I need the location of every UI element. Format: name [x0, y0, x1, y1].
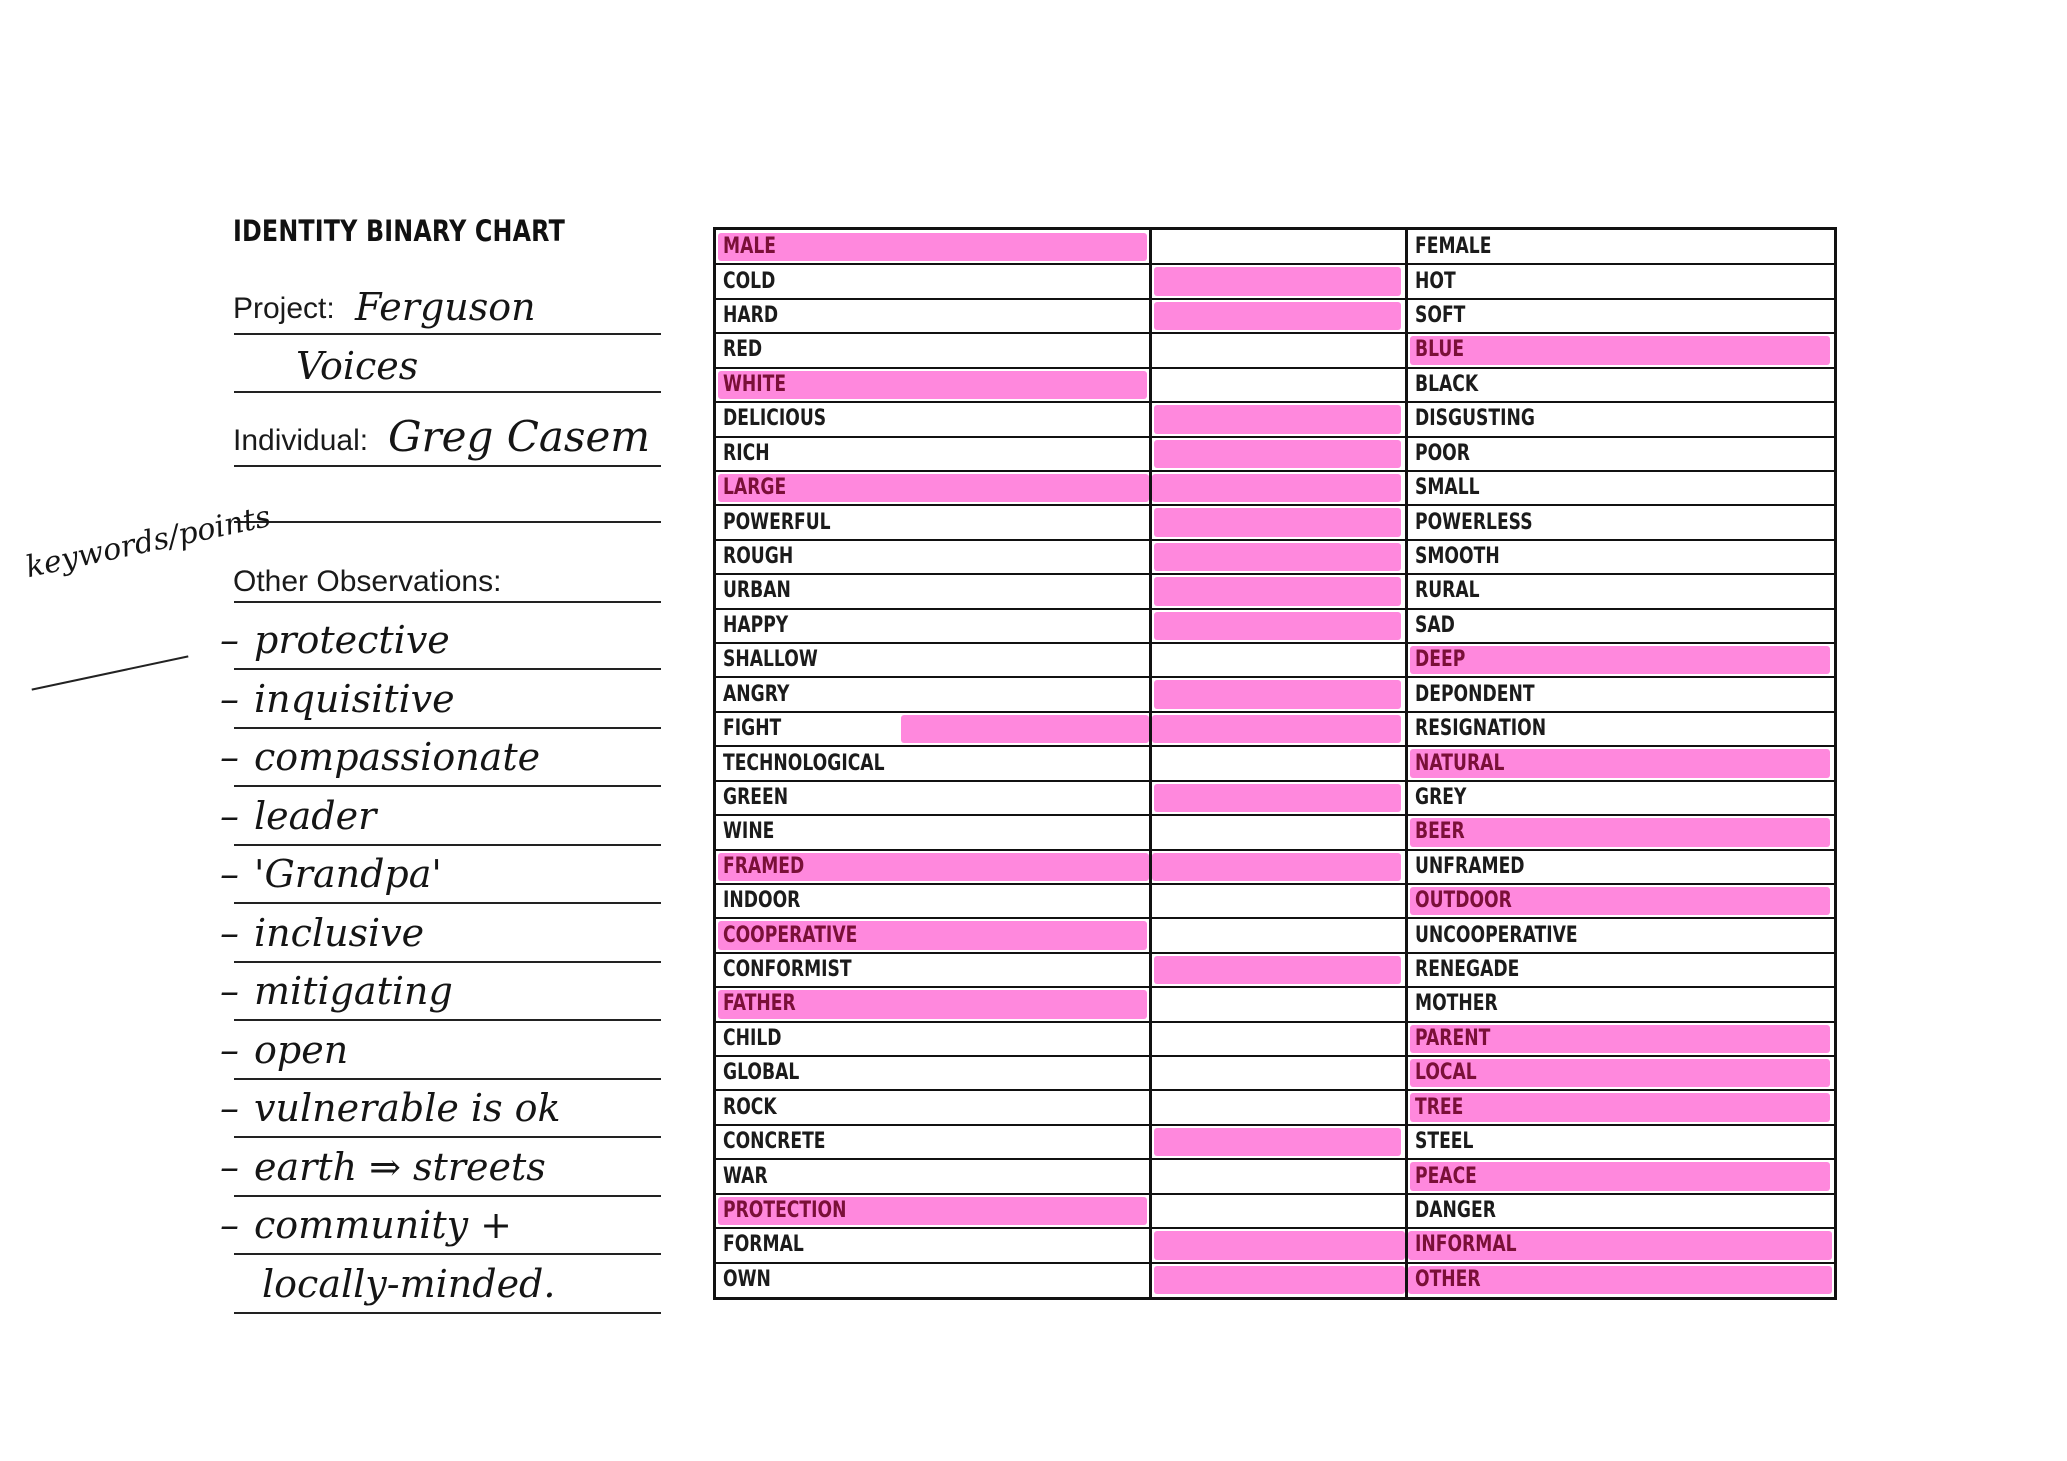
observation-rule: [234, 1195, 661, 1197]
right-term: OUTDOOR: [1415, 888, 1512, 914]
highlight-middle: [1154, 1266, 1405, 1294]
observation-rule: [234, 785, 661, 787]
left-term: LARGE: [723, 475, 787, 501]
observation-text: protective: [254, 618, 450, 662]
right-term: UNFRAMED: [1415, 853, 1525, 879]
row-divider: [716, 263, 1834, 265]
left-term: GLOBAL: [723, 1060, 800, 1086]
highlight-middle: [1154, 577, 1401, 605]
left-term: CONFORMIST: [723, 957, 852, 983]
row-divider: [716, 608, 1834, 610]
row-divider: [716, 504, 1834, 506]
left-term: FRAMED: [723, 853, 805, 879]
observation-dash: –: [220, 793, 239, 838]
observation-text: locally-minded.: [262, 1261, 556, 1306]
observation-dash: –: [220, 1203, 239, 1247]
left-term: FORMAL: [723, 1232, 804, 1258]
observation-dash: –: [220, 969, 239, 1013]
left-term: CONCRETE: [723, 1129, 826, 1155]
chart-title: IDENTITY BINARY CHART: [233, 214, 565, 248]
highlight-middle: [1154, 440, 1401, 468]
observation-dash: –: [220, 676, 239, 721]
right-term: DISGUSTING: [1415, 406, 1535, 432]
left-term: POWERFUL: [723, 509, 831, 535]
left-term: WHITE: [723, 371, 787, 397]
left-term: GREEN: [723, 784, 789, 810]
right-term: PEACE: [1415, 1163, 1477, 1189]
highlight-middle: [1154, 956, 1401, 984]
observation-rule: [234, 1078, 661, 1080]
left-term: TECHNOLOGICAL: [723, 750, 885, 776]
right-term: DEEP: [1415, 647, 1466, 673]
highlight-middle: [1154, 302, 1401, 330]
left-term: PROTECTION: [723, 1197, 847, 1223]
observation-item: [220, 911, 424, 955]
highlight-middle: [1154, 612, 1401, 640]
observation-rule: [234, 1019, 661, 1021]
observations-label: Other Observations:: [233, 565, 502, 598]
observation-dash: –: [220, 852, 239, 896]
right-term: PARENT: [1415, 1025, 1491, 1051]
row-divider: [716, 883, 1834, 885]
project-value-line2: Voices: [296, 344, 419, 388]
left-term: WAR: [723, 1163, 768, 1189]
left-term: OWN: [723, 1266, 771, 1292]
observation-item: [220, 852, 442, 896]
observation-rule: [234, 1136, 661, 1138]
project-rule-1: [234, 333, 661, 335]
project-value-line1: Ferguson: [355, 285, 536, 329]
row-divider: [716, 1262, 1834, 1264]
observation-text: vulnerable is ok: [254, 1086, 561, 1130]
row-divider: [716, 849, 1834, 851]
row-divider: [716, 1227, 1834, 1229]
highlight-right: [1410, 1093, 1830, 1121]
highlight-middle: [1154, 508, 1401, 536]
row-divider: [716, 1021, 1834, 1023]
row-divider: [716, 401, 1834, 403]
observation-rule: [234, 961, 661, 963]
row-divider: [716, 780, 1834, 782]
left-term: ROUGH: [723, 543, 794, 569]
right-term: GREY: [1415, 784, 1467, 810]
highlight-middle: [1154, 543, 1401, 571]
observation-text: leader: [254, 793, 377, 838]
observation-rule: [234, 727, 661, 729]
highlight-middle: [1152, 474, 1401, 502]
right-term: HOT: [1415, 268, 1456, 294]
observation-text: compassionate: [254, 735, 541, 779]
observation-item: [220, 735, 540, 779]
right-term: DANGER: [1415, 1197, 1496, 1223]
row-divider: [716, 298, 1834, 300]
right-term: SMOOTH: [1415, 543, 1500, 569]
right-term: UNCOOPERATIVE: [1415, 922, 1578, 948]
row-divider: [716, 436, 1834, 438]
right-term: DEPONDENT: [1415, 681, 1535, 707]
observation-dash: –: [220, 735, 239, 779]
right-term: RESIGNATION: [1415, 716, 1547, 742]
right-term: OTHER: [1415, 1266, 1481, 1292]
left-term: RICH: [723, 440, 770, 466]
project-label: Project:: [233, 292, 335, 325]
row-divider: [716, 573, 1834, 575]
right-term: BLUE: [1415, 337, 1465, 363]
project-rule-2: [234, 391, 661, 393]
observation-text: inquisitive: [254, 676, 455, 721]
row-divider: [716, 1089, 1834, 1091]
right-term: RENEGADE: [1415, 957, 1520, 983]
row-divider: [716, 986, 1834, 988]
observation-dash: –: [220, 1086, 239, 1130]
left-term: HAPPY: [723, 612, 789, 638]
observation-item: [220, 1086, 561, 1130]
observation-item: [262, 1262, 555, 1306]
observation-item: [220, 1203, 512, 1247]
right-term: STEEL: [1415, 1129, 1474, 1155]
right-term: SOFT: [1415, 303, 1466, 329]
observation-dash: –: [220, 910, 239, 955]
individual-rule-1: [234, 465, 661, 467]
highlight-middle: [1154, 784, 1401, 812]
highlight-right: [1410, 336, 1830, 364]
row-divider: [716, 1193, 1834, 1195]
left-term: SHALLOW: [723, 647, 818, 673]
highlight-middle: [1152, 853, 1401, 881]
right-term: INFORMAL: [1415, 1232, 1517, 1258]
left-term: INDOOR: [723, 888, 801, 914]
left-term: RED: [723, 337, 763, 363]
observation-item: [220, 618, 450, 662]
highlight-right: [1410, 818, 1830, 846]
right-term: POWERLESS: [1415, 509, 1533, 535]
highlight-middle: [1154, 267, 1401, 295]
observation-rule: [234, 1312, 661, 1314]
right-term: RURAL: [1415, 578, 1480, 604]
right-term: BEER: [1415, 819, 1465, 845]
highlight-left: [718, 233, 1147, 261]
row-divider: [716, 814, 1834, 816]
right-term: NATURAL: [1415, 750, 1505, 776]
observation-item: [220, 677, 455, 721]
observation-dash: –: [220, 618, 239, 662]
individual-rule-2: [234, 521, 661, 523]
row-divider: [716, 539, 1834, 541]
left-term: URBAN: [723, 578, 791, 604]
row-divider: [716, 1158, 1834, 1160]
left-term: ROCK: [723, 1094, 777, 1120]
left-term: ANGRY: [723, 681, 790, 707]
row-divider: [716, 470, 1834, 472]
observation-text: inclusive: [254, 910, 425, 955]
left-term: FATHER: [723, 991, 796, 1017]
left-term: COLD: [723, 268, 776, 294]
row-divider: [716, 917, 1834, 919]
right-term: FEMALE: [1415, 234, 1492, 260]
observation-rule: [234, 1253, 661, 1255]
observation-item: [220, 969, 453, 1013]
highlight-middle: [1154, 680, 1401, 708]
observations-rule: [234, 601, 661, 603]
observation-text: mitigating: [254, 969, 453, 1013]
row-divider: [716, 642, 1834, 644]
left-term: DELICIOUS: [723, 406, 827, 432]
right-term: BLACK: [1415, 371, 1479, 397]
observation-text: community +: [254, 1203, 512, 1247]
highlight-middle: [1152, 715, 1401, 743]
margin-note: keywords/points: [22, 499, 274, 586]
left-term: HARD: [723, 303, 779, 329]
right-term: MOTHER: [1415, 991, 1498, 1017]
right-term: SAD: [1415, 612, 1455, 638]
row-divider: [716, 952, 1834, 954]
right-term: POOR: [1415, 440, 1470, 466]
observation-text: 'Grandpa': [254, 852, 442, 896]
binary-table: [713, 227, 1837, 1300]
column-divider-right: [1405, 230, 1408, 1297]
right-term: TREE: [1415, 1094, 1464, 1120]
observation-rule: [234, 668, 661, 670]
left-term: CHILD: [723, 1025, 782, 1051]
row-divider: [716, 367, 1834, 369]
row-divider: [716, 676, 1834, 678]
observation-dash: –: [220, 1027, 239, 1072]
left-term: MALE: [723, 234, 777, 260]
row-divider: [716, 1055, 1834, 1057]
left-term: COOPERATIVE: [723, 922, 858, 948]
right-term: LOCAL: [1415, 1060, 1477, 1086]
highlight-middle: [1154, 1231, 1405, 1259]
observation-rule: [234, 844, 661, 846]
highlight-middle: [1154, 1128, 1401, 1156]
observation-text: open: [254, 1027, 349, 1072]
margin-note-underline: [32, 655, 189, 690]
individual-value: Greg Casem: [388, 412, 651, 461]
observation-dash: –: [220, 1144, 239, 1189]
observation-rule: [234, 902, 661, 904]
observation-item: [220, 1028, 348, 1072]
column-divider-left: [1149, 230, 1152, 1297]
left-term: FIGHT: [723, 716, 782, 742]
row-divider: [716, 1124, 1834, 1126]
left-term: WINE: [723, 819, 775, 845]
row-divider: [716, 745, 1834, 747]
observation-text: earth ⇒ streets: [254, 1144, 546, 1189]
right-term: SMALL: [1415, 475, 1480, 501]
row-divider: [716, 332, 1834, 334]
highlight-left: [901, 715, 1149, 743]
observation-item: [220, 794, 376, 838]
highlight-middle: [1154, 405, 1401, 433]
row-divider: [716, 711, 1834, 713]
observation-item: [220, 1145, 546, 1189]
individual-label: Individual:: [233, 424, 369, 457]
highlight-right: [1410, 646, 1830, 674]
